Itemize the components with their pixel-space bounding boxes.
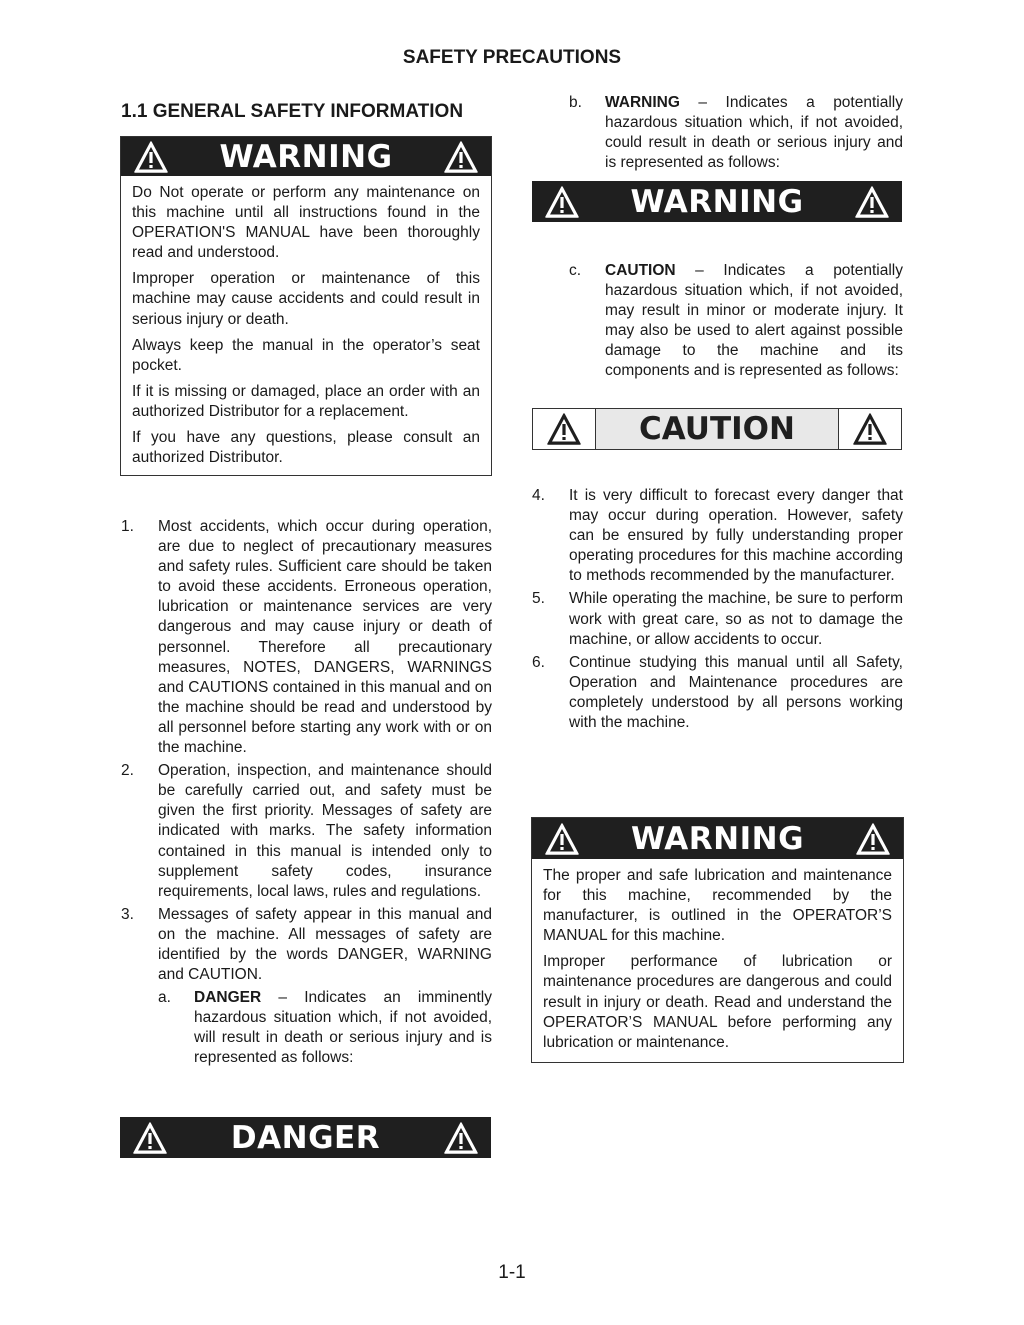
warning-triangle-icon — [443, 140, 479, 174]
list-item — [532, 486, 903, 586]
warning-banner-label: WARNING — [630, 183, 804, 220]
sub-item-danger — [158, 988, 492, 1068]
sub-item-text — [605, 93, 903, 173]
right-numbered-list — [532, 486, 903, 736]
danger-banner — [120, 1117, 491, 1158]
warning-triangle-icon — [855, 822, 891, 856]
sub-item-caution — [569, 261, 903, 382]
sub-item-label: c. — [569, 262, 582, 279]
warning-paragraph: Do Not operate or perform any maintenance on this machine until all instructions found in the OPERATION'S MANUAL have been thoroughly read and understood. — [132, 184, 480, 262]
list-item-text: Most accidents, which occur during operation, are due to neglect of precautionary measures and safety rules. Sufficient care should be taken to avoid these accidents. Erroneous operation, lubrication or maintenance services are very dangerous and may cause injury or death of personnel. Therefore all precautionary measures, NOTES, DANGERS, WARNINGS and CAUTIONS contained in this manual and on the machine should be read and understood by all personnel before starting any work with or on the machine. — [158, 518, 492, 757]
warning-triangle-icon — [854, 185, 890, 219]
sub-item-description: – Indicates an imminently hazardous situation which, if not avoided, will result in death or serious injury and is represented as follows: — [194, 989, 492, 1067]
section-title: 1.1 GENERAL SAFETY INFORMATION — [121, 101, 464, 122]
warning-paragraph: The proper and safe lubrication and maintenance for this machine, recommended by the manufacturer, is outlined in the OPERATOR’S MANUAL for this machine. — [543, 867, 892, 945]
sub-item-term: CAUTION — [605, 262, 676, 279]
warning-triangle-icon — [132, 1121, 168, 1155]
list-item-number: 3. — [121, 905, 134, 923]
list-item-number: 4. — [532, 487, 545, 504]
caution-banner — [532, 408, 902, 450]
list-item-number: 5. — [532, 590, 545, 608]
sub-item-term: WARNING — [605, 94, 680, 111]
warning-triangle-icon — [544, 822, 580, 856]
list-item-text: It is very difficult to forecast every danger that may occur during operation. However, safety can be ensured by fully understanding proper operating procedures for this machine according to methods recommended by the manufacturer. — [569, 487, 903, 585]
warning-triangle-icon — [133, 140, 169, 174]
warning-paragraph: If it is missing or damaged, place an order with an authorized Distributor for a replacement. — [132, 382, 480, 420]
caution-triangle-icon — [546, 412, 582, 446]
sub-item-description: – Indicates a potentially hazardous situation which, if not avoided, may result in minor or moderate injury. It may also be used to alert against possible damage to the machine and its components and is represented as follows: — [605, 262, 903, 380]
sub-item-text — [194, 988, 492, 1068]
warning-paragraph: Always keep the manual in the operator’s seat pocket. — [132, 336, 480, 374]
sub-item-label: b. — [569, 94, 582, 111]
warning-triangle-icon — [443, 1121, 479, 1155]
sub-item-label: a. — [158, 989, 171, 1007]
warning-banner — [121, 137, 491, 176]
sub-item-warning — [569, 93, 903, 173]
caution-banner-label: CAUTION — [595, 409, 839, 449]
list-item-number: 1. — [121, 518, 134, 535]
left-numbered-list — [121, 517, 492, 1072]
warning-paragraph: Improper operation or maintenance of this machine may cause accidents and could result in serious injury or death. — [132, 270, 480, 328]
caution-triangle-icon — [852, 412, 888, 446]
list-item — [121, 761, 492, 902]
list-item-text: Continue studying this manual until all Safety, Operation and Maintenance procedures are completely understood by all persons working with the machine. — [569, 653, 903, 732]
warning-banner — [532, 181, 902, 222]
warning-banner-label: WARNING — [219, 138, 393, 175]
general-warning-box — [120, 136, 492, 476]
list-item-number: 2. — [121, 762, 134, 780]
list-item-number: 6. — [532, 653, 545, 671]
list-item-text: While operating the machine, be sure to perform work with great care, so as not to damage the machine, or allow accidents to occur. — [569, 590, 903, 648]
warning-banner-label: WARNING — [630, 820, 805, 857]
page-title: SAFETY PRECAUTIONS — [402, 47, 622, 68]
sub-item-description: – Indicates a potentially hazardous situation which, if not avoided, could result in death or serious injury and is represented as follows: — [605, 94, 903, 172]
list-item — [532, 653, 903, 733]
list-item-text: Messages of safety appear in this manual and on the machine. All messages of safety are identified by the words DANGER, WARNING and CAUTION. — [158, 905, 492, 984]
sub-item-text — [605, 261, 903, 382]
warning-paragraph: If you have any questions, please consult an authorized Distributor. — [132, 429, 480, 467]
warning-paragraph: Improper performance of lubrication or maintenance procedures are dangerous and could result in injury or death. Read and understand the OPERATOR’S MANUAL before performing any lubrication or maintenance. — [543, 953, 892, 1051]
danger-banner-label: DANGER — [230, 1119, 381, 1156]
page-number: 1-1 — [498, 1262, 526, 1283]
list-item — [121, 905, 492, 1069]
sub-item-term: DANGER — [194, 989, 262, 1007]
list-item — [532, 589, 903, 649]
warning-triangle-icon — [544, 185, 580, 219]
warning-banner — [532, 818, 903, 859]
lubrication-warning-box — [531, 817, 904, 1063]
list-item — [121, 517, 492, 758]
list-item-text: Operation, inspection, and maintenance should be carefully carried out, and safety must be given the first priority. Messages of safety are indicated with marks. The safety information contained in this manual is intended only to supplement safety codes, insurance requirements, local laws, rules and regulations. — [158, 762, 492, 900]
